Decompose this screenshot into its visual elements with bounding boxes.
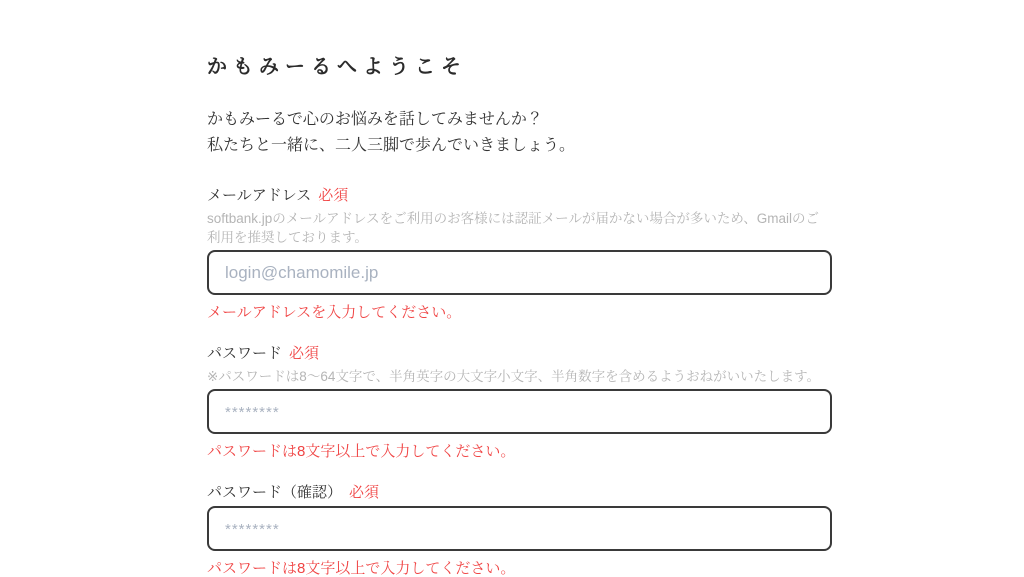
password-helper-text: ※パスワードは8〜64文字で、半角英字の大文字小文字、半角数字を含めるようおねがいいたします。 xyxy=(207,369,820,384)
email-label-row xyxy=(207,185,832,206)
email-required-badge: 必須 xyxy=(318,187,349,204)
email-label: メールアドレス xyxy=(207,187,312,204)
password-confirm-required-badge: 必須 xyxy=(349,484,380,501)
password-input[interactable] xyxy=(207,389,832,434)
email-helper-text: softbank.jpのメールアドレスをご利用のお客様には認証メールが届かない場合が多いため、Gmailのご利用を推奨しております。 xyxy=(207,211,820,245)
password-confirm-label: パスワード（確認） xyxy=(207,484,343,501)
password-confirm-input[interactable] xyxy=(207,506,832,551)
intro-line-1: かもみーるで心のお悩みを話してみませんか？ xyxy=(207,111,543,128)
email-input[interactable] xyxy=(207,250,832,295)
page-title: かもみーるへようこそ xyxy=(207,56,467,78)
password-label: パスワード xyxy=(207,345,283,362)
password-confirm-field-group xyxy=(207,482,832,577)
intro-text xyxy=(207,107,832,159)
signup-form-page xyxy=(207,0,832,577)
password-field-group xyxy=(207,343,832,460)
intro-line-2: 私たちと一緒に、二人三脚で歩んでいきましょう。 xyxy=(207,137,576,154)
password-required-badge: 必須 xyxy=(289,345,320,362)
password-error-message: パスワードは8文字以上で入力してください。 xyxy=(207,443,516,460)
email-field-group xyxy=(207,185,832,321)
password-confirm-error-message: パスワードは8文字以上で入力してください。 xyxy=(207,560,516,577)
password-label-row xyxy=(207,343,832,364)
email-error-message: メールアドレスを入力してください。 xyxy=(207,304,462,321)
password-confirm-label-row xyxy=(207,482,832,503)
